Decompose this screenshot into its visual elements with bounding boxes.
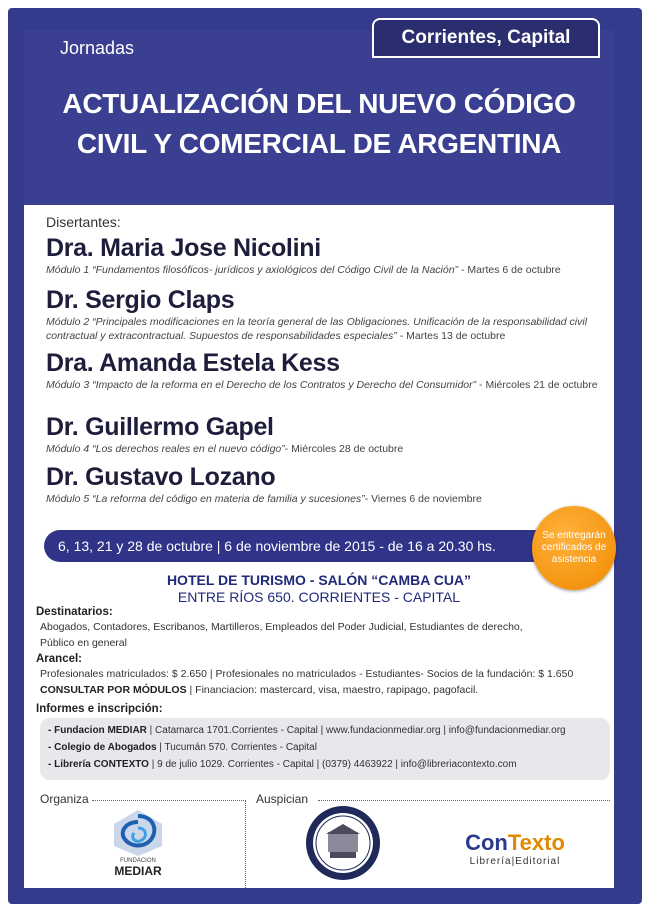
contexto-con: Con: [465, 830, 508, 855]
contact-row: [48, 722, 602, 739]
contexto-logo: [455, 830, 575, 880]
arancel-fees: Profesionales matriculados: $ 2.650 | Profesionales no matriculados - Estudiantes- Socios de la fundación: $ 1.650: [40, 668, 574, 680]
contact-details: | Catamarca 1701.Corrientes - Capital | www.fundacionmediar.org | info@fundacionmediar.org: [146, 725, 566, 736]
mediar-logo: [100, 806, 176, 884]
module-prefix: Módulo 1: [46, 264, 93, 276]
module-title: “Los derechos reales en el nuevo código”: [92, 443, 285, 455]
speaker-module: [46, 442, 614, 456]
organiza-divider: [92, 800, 244, 801]
contact-org: - Colegio de Abogados: [48, 742, 157, 753]
certificate-badge-text: Se entregarán certificados de asistencia: [541, 530, 607, 565]
mediar-emblem-icon: [100, 806, 176, 858]
module-title: “La reforma del código en materia de familia y sucesiones”: [92, 493, 365, 505]
contact-details: | 9 de julio 1029. Corrientes - Capital | (0379) 4463922 | info@libreriacontexto.com: [148, 759, 517, 770]
module-prefix: Módulo 2: [46, 316, 93, 328]
module-title: “Fundamentos filosóficos- jurídicos y axiológicos del Código Civil de la Nación”: [92, 264, 459, 276]
destinatarios-label: Destinatarios:: [36, 606, 113, 618]
seal-icon: [304, 804, 382, 882]
auspician-divider: [318, 800, 610, 801]
contact-org: - Fundacion MEDIAR: [48, 725, 147, 736]
module-prefix: Módulo 3: [46, 379, 93, 391]
speaker-name: Dr. Sergio Claps: [46, 286, 235, 314]
speaker-1: [46, 233, 614, 277]
speaker-4: [46, 412, 614, 456]
contexto-texto: Texto: [507, 830, 565, 855]
module-date: - Martes 6 de octubre: [458, 264, 561, 276]
destinatarios-text: Abogados, Contadores, Escribanos, Martilleros, Empleados del Poder Judicial, Estudiantes de derecho, Público en general: [40, 621, 523, 649]
contexto-tag: Librería|Editorial: [469, 856, 561, 867]
speaker-name: Dr. Guillermo Gapel: [46, 413, 274, 441]
contact-row: [48, 756, 602, 773]
module-date: - Viernes 6 de noviembre: [364, 493, 482, 505]
venue-name: HOTEL DE TURISMO - SALÓN “CAMBA CUA”: [166, 572, 472, 588]
module-prefix: Módulo 4: [46, 443, 93, 455]
arancel-label: Arancel:: [36, 653, 83, 665]
module-date: - Miércoles 21 de octubre: [476, 379, 598, 391]
speaker-module: [46, 263, 614, 277]
speaker-3: [46, 348, 614, 392]
speaker-module: [46, 315, 614, 343]
contact-box: [40, 718, 610, 780]
module-date: - Martes 13 de octubre: [396, 330, 506, 342]
speaker-name: Dra. Maria Jose Nicolini: [46, 234, 321, 262]
speaker-module: [46, 378, 614, 392]
colegio-abogados-seal: [304, 804, 382, 882]
venue-address: ENTRE RÍOS 650. CORRIENTES - CAPITAL: [177, 589, 461, 605]
module-title: “Principales modificaciones en la teoría general de las Obligaciones. Unificación de la responsabilidad civil contractual y extracontractual. Supuestos de responsabilidades especiales”: [46, 316, 588, 342]
module-date: - Miércoles 28 de octubre: [284, 443, 404, 455]
organiza-label: Organiza: [40, 792, 89, 806]
module-title: “Impacto de la reforma en el Derecho de los Contratos y Derecho del Consumidor”: [92, 379, 477, 391]
speakers-label: Disertantes:: [46, 214, 121, 230]
informes-label: Informes e inscripción:: [36, 703, 163, 715]
title-line-2: CIVIL Y COMERCIAL DE ARGENTINA: [76, 128, 562, 159]
contexto-brand: [455, 830, 575, 856]
module-prefix: Módulo 5: [46, 493, 93, 505]
contact-org: - Librería CONTEXTO: [48, 759, 149, 770]
arancel-consult: [40, 682, 600, 698]
event-kicker: Jornadas: [60, 38, 135, 58]
consult-text: | Financiacion: mastercard, visa, maestro, rapipago, pagofacil.: [186, 684, 479, 696]
contact-details: | Tucumán 570. Corrientes - Capital: [156, 742, 317, 753]
auspician-label: Auspician: [256, 792, 309, 806]
mediar-name: MEDIAR: [114, 864, 162, 878]
speaker-name: Dra. Amanda Estela Kess: [46, 349, 340, 377]
title-line-1: ACTUALIZACIÓN DEL NUEVO CÓDIGO: [62, 88, 576, 119]
speaker-2: [46, 285, 614, 343]
dates-bar: 6, 13, 21 y 28 de octubre | 6 de noviembre de 2015 - de 16 a 20.30 hs.: [44, 530, 574, 562]
location-tab: Corrientes, Capital: [372, 18, 600, 58]
mediar-small-text: FUNDACION: [120, 858, 156, 864]
speaker-5: [46, 462, 614, 506]
event-title: [24, 84, 614, 164]
consult-label: CONSULTAR POR MÓDULOS: [40, 684, 187, 696]
speaker-module: [46, 492, 614, 506]
contact-row: [48, 739, 602, 756]
speaker-name: Dr. Gustavo Lozano: [46, 463, 276, 491]
footer-vertical-divider: [245, 800, 246, 888]
